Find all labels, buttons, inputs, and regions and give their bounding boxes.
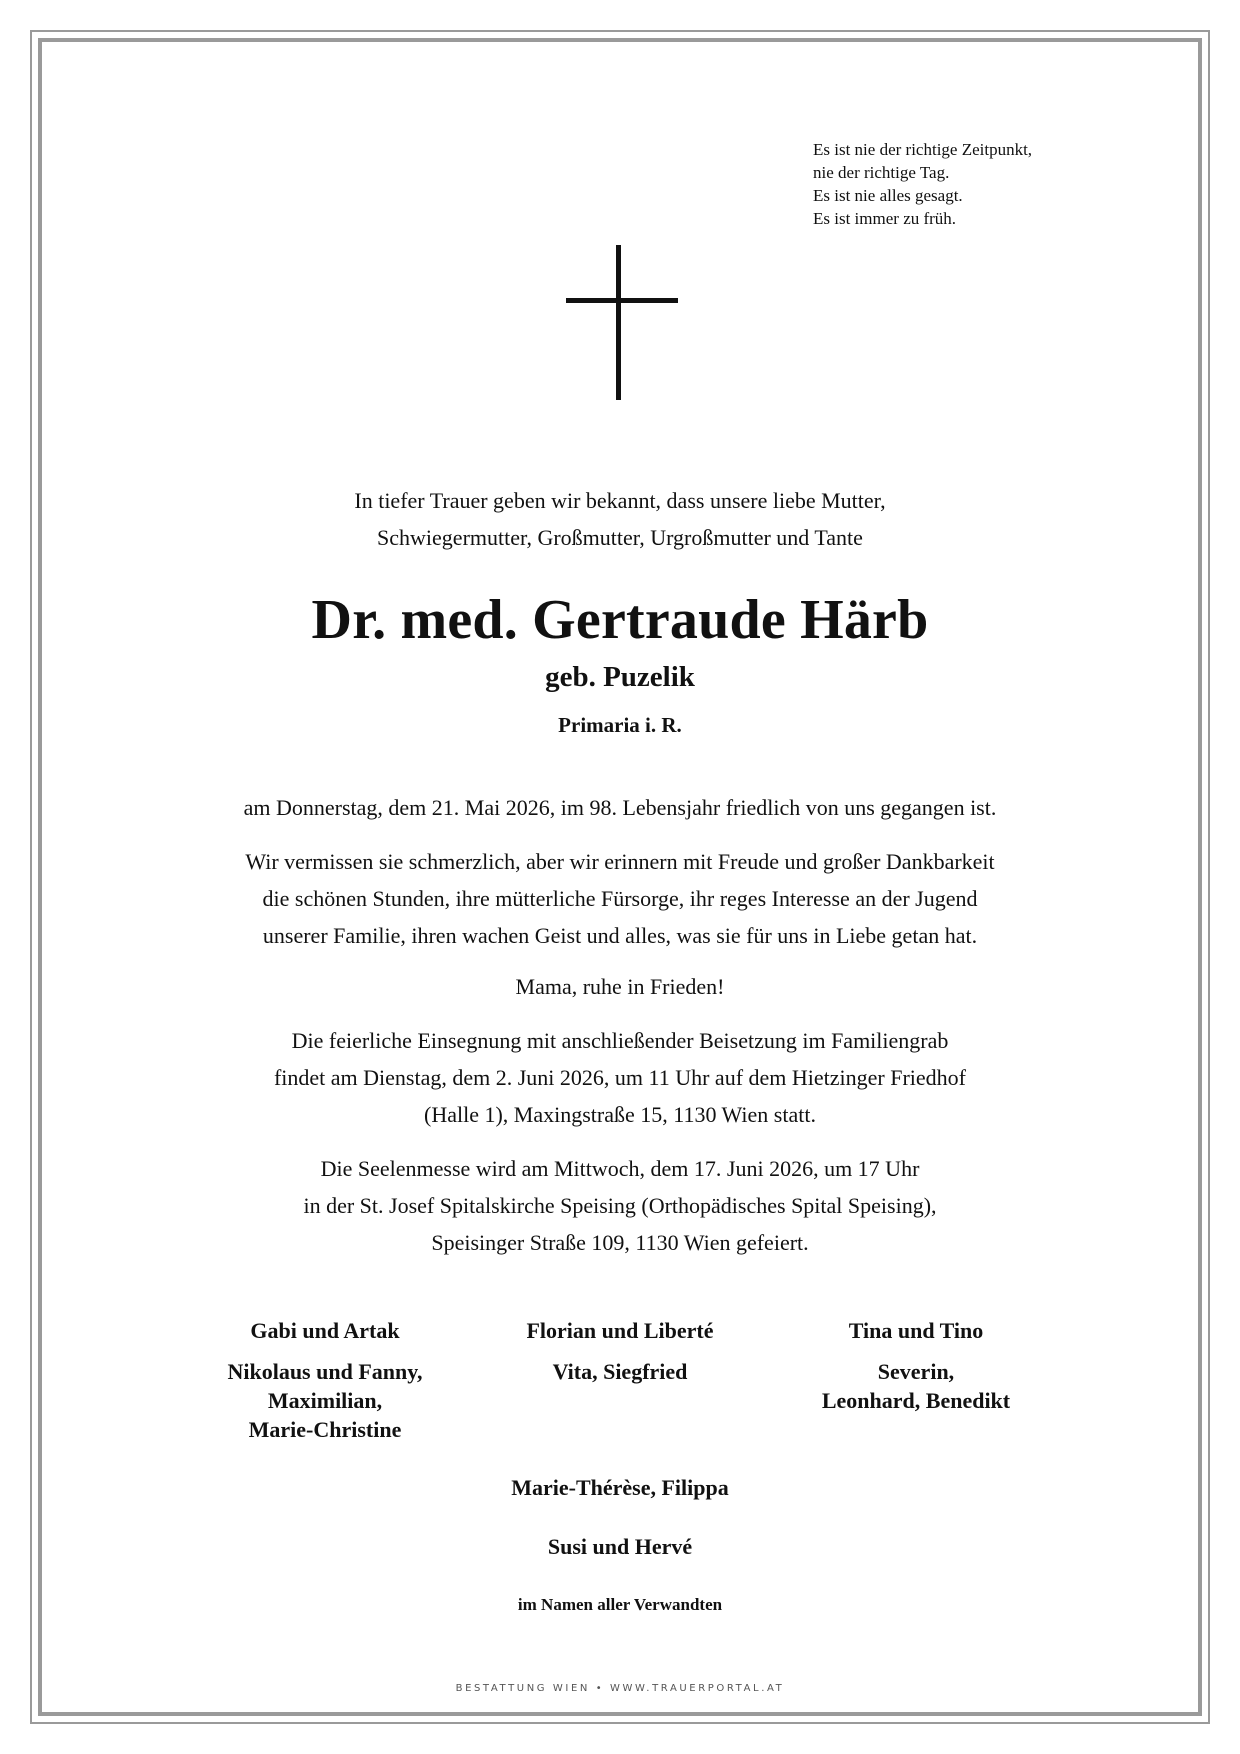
funeral-line: findet am Dienstag, dem 2. Juni 2026, um 11 Uhr auf dem Hietzinger Friedhof	[273, 1065, 967, 1090]
death-notice: am Donnerstag, dem 21. Mai 2026, im 98. Lebensjahr friedlich von uns gegangen ist.	[243, 795, 997, 820]
family-member: Vita, Siegfried	[552, 1359, 688, 1384]
mass-line: Die Seelenmesse wird am Mittwoch, dem 17. Juni 2026, um 17 Uhr	[320, 1156, 920, 1181]
mass-line: in der St. Josef Spitalskirche Speising (Orthopädisches Spital Speising),	[303, 1193, 937, 1218]
funeral-details	[0, 1022, 1240, 1133]
tribute-line: die schönen Stunden, ihre mütterliche Fürsorge, ihr reges Interesse an der Jugend	[262, 886, 978, 911]
family-head: Florian und Liberté	[526, 1318, 714, 1343]
mass-line: Speisinger Straße 109, 1130 Wien gefeiert.	[431, 1230, 809, 1255]
family-member: Nikolaus und Fanny,	[227, 1359, 423, 1384]
professional-title: Primaria i. R.	[558, 713, 682, 737]
family-member: Maximilian,	[267, 1388, 383, 1413]
intro-text	[0, 482, 1240, 556]
relatives-note: im Namen aller Verwandten	[517, 1595, 723, 1614]
quote-line: nie der richtige Tag.	[813, 163, 950, 182]
deceased-name: Dr. med. Gertraude Härb	[311, 589, 929, 651]
funeral-line: Die feierliche Einsegnung mit anschließender Beisetzung im Familiengrab	[291, 1028, 949, 1053]
quote-line: Es ist immer zu früh.	[813, 209, 957, 228]
tribute-line: unserer Familie, ihren wachen Geist und alles, was sie für uns in Liebe getan hat.	[262, 923, 978, 948]
tribute-paragraph	[0, 843, 1240, 954]
tribute-line: Wir vermissen sie schmerzlich, aber wir erinnern mit Freude und großer Dankbarkeit	[245, 849, 995, 874]
cross-icon	[566, 245, 678, 400]
intro-line: In tiefer Trauer geben wir bekannt, dass unsere liebe Mutter,	[354, 488, 886, 513]
quote-line: Es ist nie der richtige Zeitpunkt,	[813, 140, 1033, 159]
quote-line: Es ist nie alles gesagt.	[813, 186, 963, 205]
family-head: Gabi und Artak	[250, 1318, 400, 1343]
epigraph-quote	[813, 138, 1032, 230]
footer-credit: BESTATTUNG WIEN • WWW.TRAUERPORTAL.AT	[455, 1683, 785, 1694]
family-group	[165, 1316, 485, 1444]
family-member: Leonhard, Benedikt	[821, 1388, 1011, 1413]
funeral-line: (Halle 1), Maxingstraße 15, 1130 Wien statt.	[424, 1102, 816, 1127]
farewell-line: Mama, ruhe in Frieden!	[515, 974, 725, 999]
intro-line: Schwiegermutter, Großmutter, Urgroßmutter und Tante	[377, 525, 863, 550]
family-names: Marie-Thérèse, Filippa	[511, 1475, 729, 1500]
family-group	[460, 1316, 780, 1386]
family-head: Tina und Tino	[848, 1318, 984, 1343]
family-group	[756, 1316, 1076, 1415]
maiden-name: geb. Puzelik	[545, 661, 695, 693]
mass-details	[0, 1150, 1240, 1261]
family-member: Severin,	[877, 1359, 955, 1384]
family-names: Susi und Hervé	[547, 1534, 693, 1559]
family-member: Marie-Christine	[248, 1417, 402, 1442]
